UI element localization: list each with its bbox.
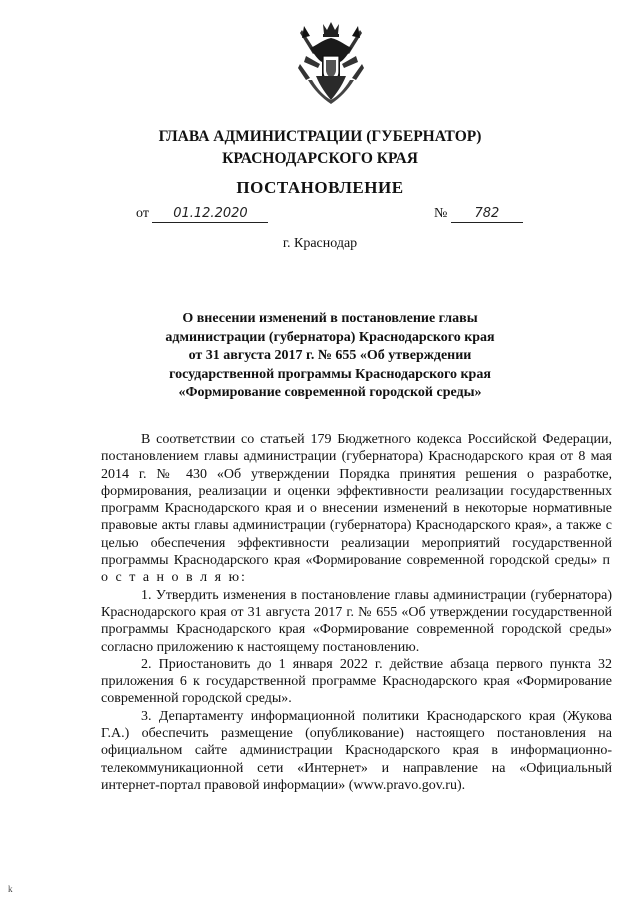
title-line: от 31 августа 2017 г. № 655 «Об утверждении — [188, 348, 472, 363]
title-line: государственной программы Краснодарского края — [169, 366, 491, 382]
scan-mark: k — [8, 884, 13, 894]
resolve-word: п о с т а н о в л я ю: — [101, 553, 612, 586]
date-handwritten: 01.12.2020 — [152, 206, 268, 223]
title-line: О внесении изменений в постановление главы — [182, 311, 478, 326]
number-prefix: № — [434, 206, 448, 221]
item-paragraph: 1. Утвердить изменения в постановление главы администрации (губернатора) Краснодарского края от 31 августа 2017 г. № 655 «Об утверждении государственной программы Краснодарского края «Формирование современной городской среды» согласно приложению к настоящему постановлению. — [101, 587, 612, 655]
number-handwritten: 782 — [451, 206, 523, 223]
date-line — [136, 206, 268, 223]
item-paragraph: 3. Департаменту информационной политики Краснодарского края (Жукова Г.А.) обеспечить размещение (опубликование) настоящего постановления на официальном сайте администрации Краснодарского края в информационно-телекоммуникационной сети «Интернет» и направление на «Официальный интернет-портал правовой информации» (www.pravo.gov.ru). — [101, 708, 612, 793]
preamble-text: В соответствии со статьей 179 Бюджетного кодекса Российской Федерации, постановлением главы администрации (губернатора) Краснодарского края от 8 мая 2014 г. № 430 «Об утверждении Порядка принятия решения о разработке, формирования, реализации и оценки эффективности реализации государственных программ Краснодарского края и о внесении изменений в некоторые нормативные правовые акты главы администрации (губернатора) Краснодарского края», а также с целью обеспечения эффективности реализации мероприятий государственной программы Краснодарского края «Формирование современной городской среды» — [101, 432, 612, 569]
document-body — [101, 431, 612, 794]
authority-line-1: ГЛАВА АДМИНИСТРАЦИИ (ГУБЕРНАТОР) — [158, 128, 482, 145]
authority-line-2: КРАСНОДАРСКОГО КРАЯ — [222, 150, 418, 167]
document-title — [120, 310, 540, 403]
number-line — [434, 206, 523, 223]
item-paragraph: 2. Приостановить до 1 января 2022 г. действие абзаца первого пункта 32 приложения 6 к государственной программе Краснодарского края «Формирование современной городской среды». — [101, 656, 612, 707]
document-type: ПОСТАНОВЛЕНИЕ — [236, 178, 404, 197]
date-prefix: от — [136, 206, 149, 221]
title-line: «Формирование современной городской среды» — [178, 385, 482, 400]
city: г. Краснодар — [282, 236, 358, 251]
preamble-paragraph — [101, 431, 612, 587]
coat-of-arms-emblem — [296, 20, 366, 106]
issuing-authority — [0, 126, 640, 170]
title-line: администрации (губернатора) Краснодарского края — [165, 329, 495, 345]
